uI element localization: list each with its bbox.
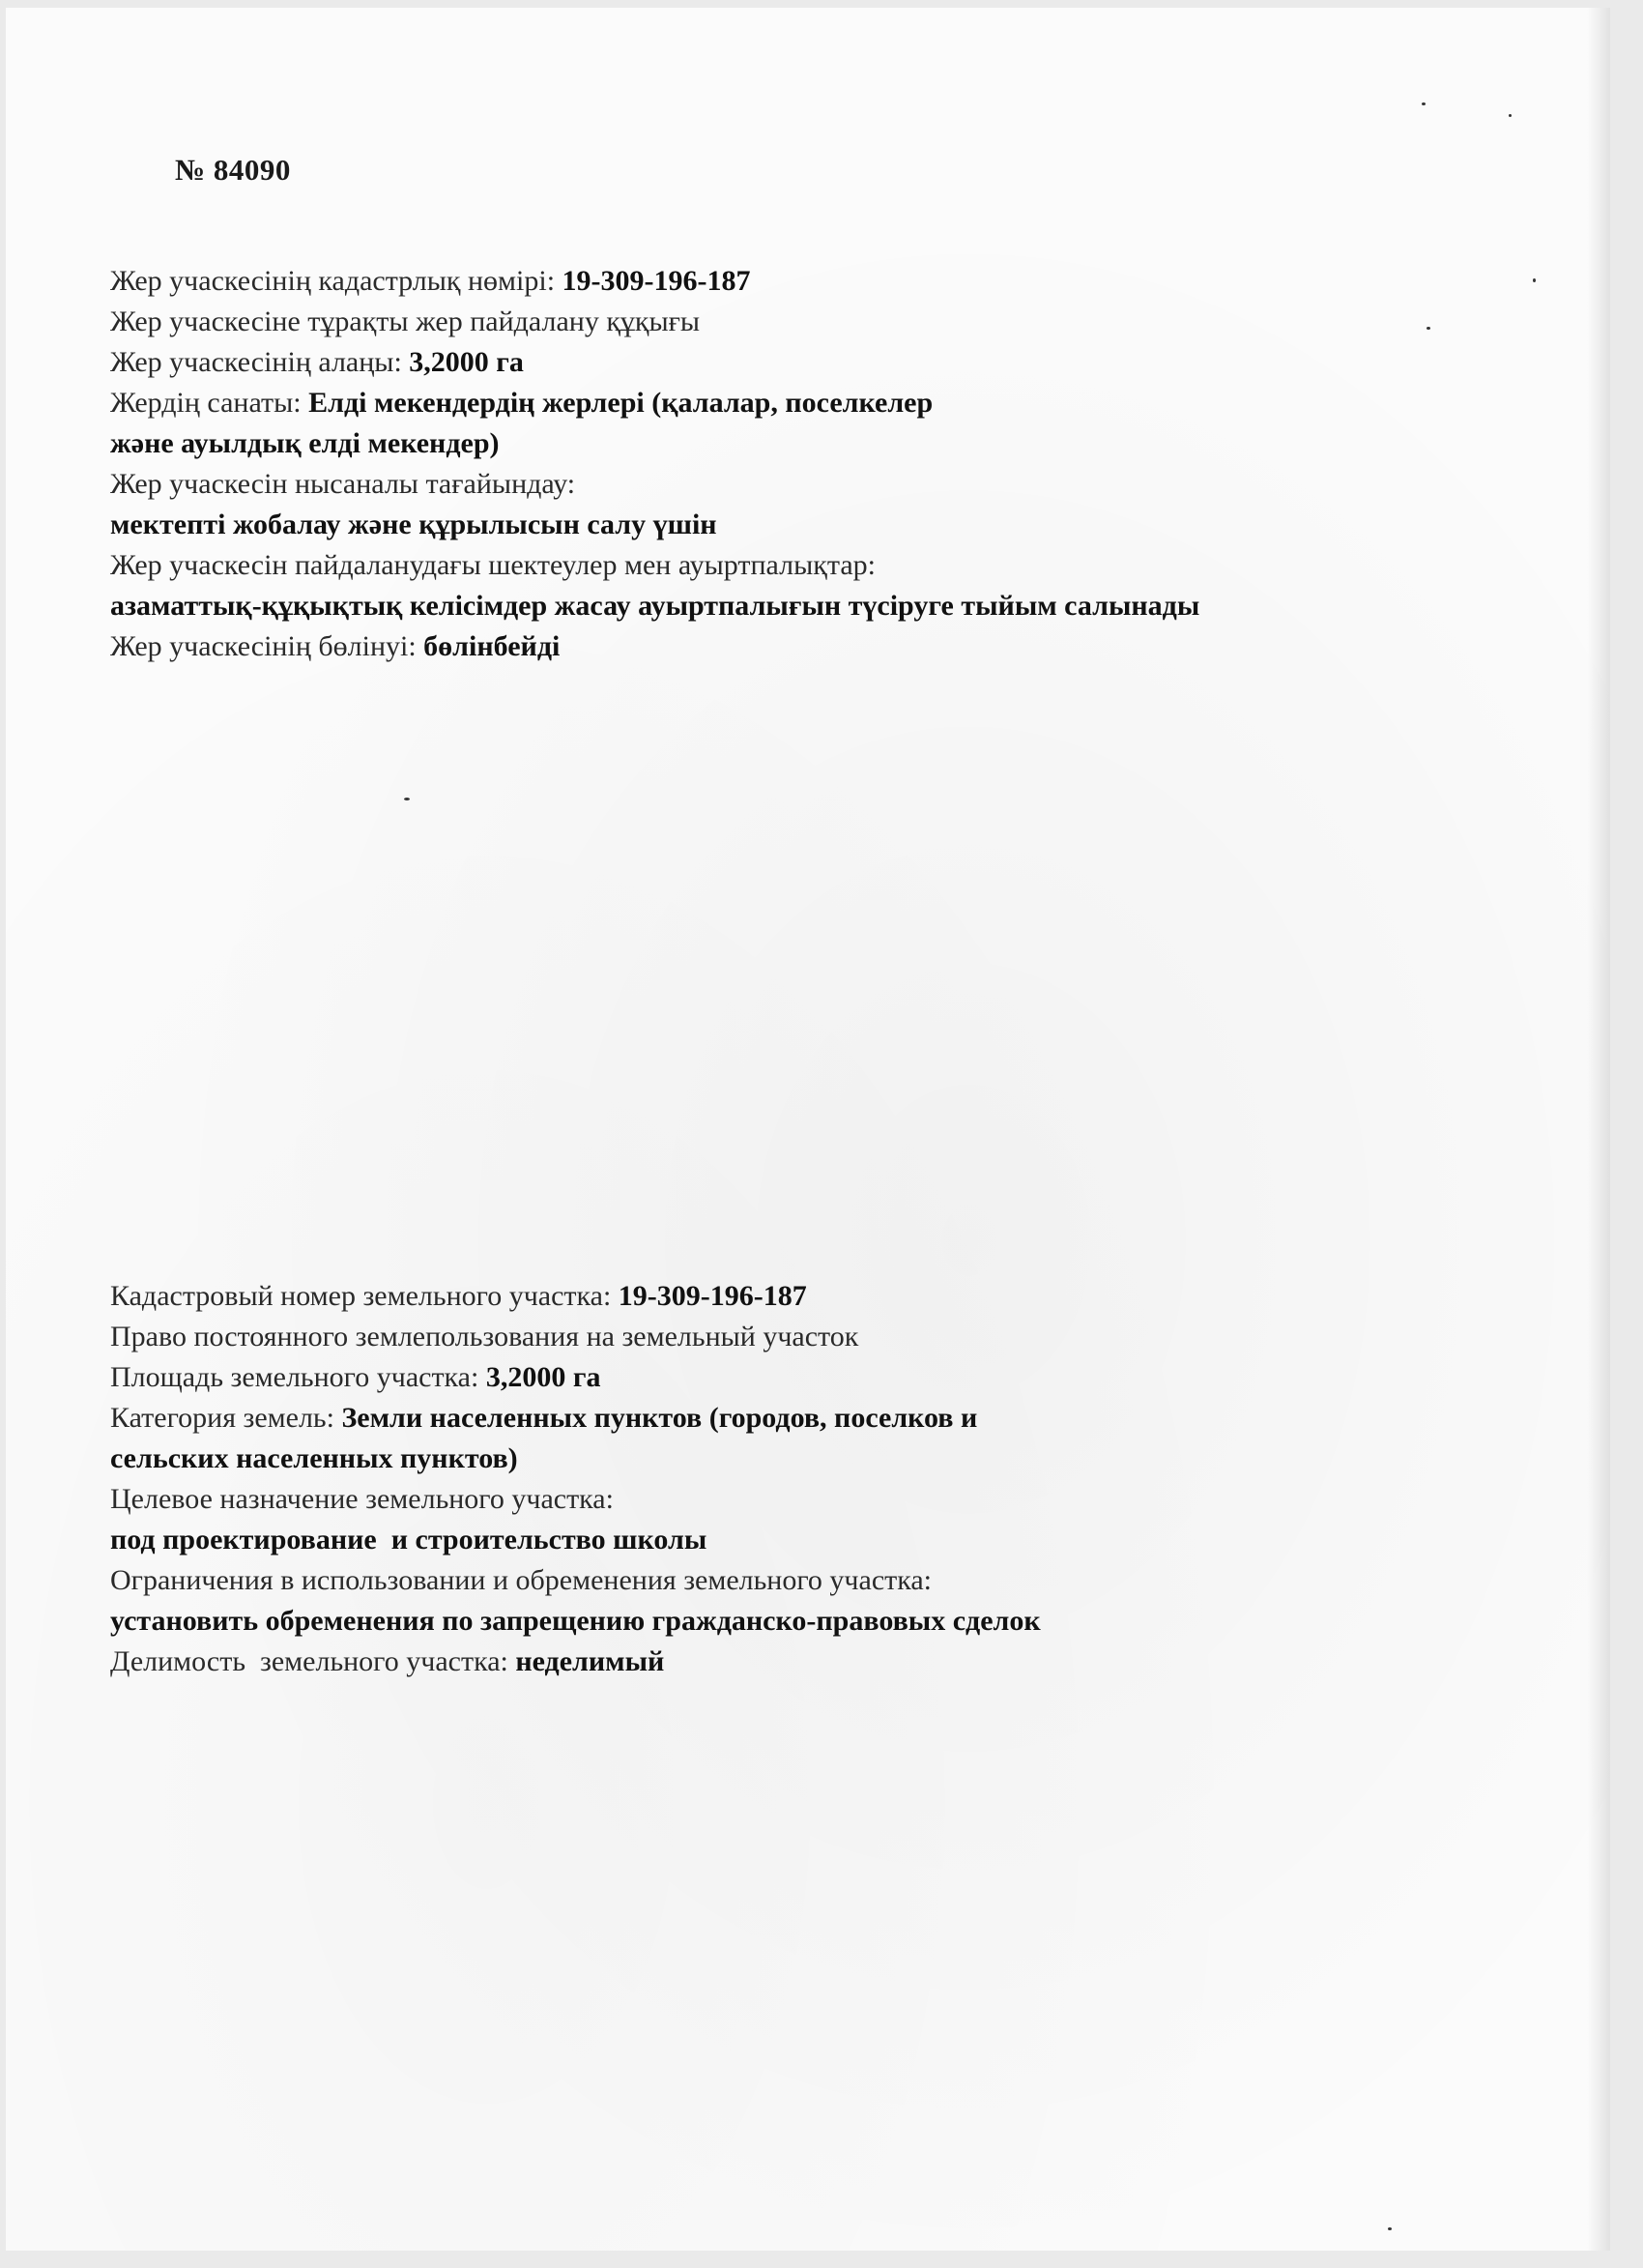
ru-category-value-1: Земли населенных пунктов (городов, поселков и xyxy=(341,1402,978,1434)
ru-category-label: Категория земель: xyxy=(110,1402,342,1434)
ru-right-line xyxy=(110,1317,1541,1357)
document-number: № 84090 xyxy=(175,153,291,187)
kz-category-line xyxy=(110,383,1541,423)
ru-purpose-value-line xyxy=(110,1520,1541,1560)
kz-restrictions-value: азаматтық-құқықтық келісімдер жасау ауыртпалығын түсіруге тыйым салынады xyxy=(110,590,1200,622)
kz-right-line xyxy=(110,302,1541,342)
scan-speck xyxy=(1509,114,1512,117)
ru-restrictions-value-line xyxy=(110,1601,1541,1642)
ru-cadastral-label: Кадастровый номер земельного участка: xyxy=(110,1280,619,1312)
kz-purpose-label-line xyxy=(110,464,1541,505)
ru-cadastral-value: 19-309-196-187 xyxy=(618,1280,807,1312)
ru-right-label: Право постоянного землепользования на земельный участок xyxy=(110,1321,859,1352)
kz-area-value: 3,2000 га xyxy=(409,346,524,378)
kz-cadastral-value: 19-309-196-187 xyxy=(562,265,751,297)
kz-divisibility-label: Жер учаскесінің бөлінуі: xyxy=(110,630,424,662)
ru-area-value: 3,2000 га xyxy=(485,1361,601,1393)
ru-category-line-2 xyxy=(110,1439,1541,1479)
document-page xyxy=(6,8,1610,2251)
kz-purpose-value: мектепті жобалау және құрылысын салу үшін xyxy=(110,509,717,540)
ru-purpose-label-line xyxy=(110,1479,1541,1520)
ru-area-line xyxy=(110,1357,1541,1398)
page-edge-shadow xyxy=(1587,8,1610,2251)
kz-restrictions-label-line xyxy=(110,545,1541,586)
kz-divisibility-line xyxy=(110,626,1541,667)
ru-restrictions-value: установить обременения по запрещению гражданско-правовых сделок xyxy=(110,1605,1041,1637)
kz-purpose-value-line xyxy=(110,505,1541,545)
kz-category-label: Жердің санаты: xyxy=(110,387,309,419)
ru-category-value-2: сельских населенных пунктов) xyxy=(110,1442,518,1474)
ru-cadastral-line xyxy=(110,1276,1541,1317)
ru-purpose-value: под проектирование и строительство школы xyxy=(110,1524,707,1556)
ru-divisibility-value: неделимый xyxy=(515,1645,665,1677)
ru-area-label: Площадь земельного участка: xyxy=(110,1361,486,1393)
kz-right-label: Жер учаскесіне тұрақты жер пайдалану құқығы xyxy=(110,305,701,337)
ru-purpose-label: Целевое назначение земельного участка: xyxy=(110,1483,614,1515)
kz-area-line xyxy=(110,342,1541,383)
scan-speck xyxy=(1388,2227,1392,2230)
kz-restrictions-value-line xyxy=(110,586,1541,626)
russian-section xyxy=(110,1276,1541,1682)
kz-area-label: Жер учаскесінің алаңы: xyxy=(110,346,410,378)
scan-speck xyxy=(404,798,410,800)
ru-restrictions-label: Ограничения в использовании и обременения земельного участка: xyxy=(110,1564,933,1596)
kz-category-value-2: және ауылдық елді мекендер) xyxy=(110,427,500,459)
kz-category-line-2 xyxy=(110,423,1541,464)
kz-divisibility-value: бөлінбейді xyxy=(423,630,561,662)
ru-divisibility-line xyxy=(110,1642,1541,1682)
kz-restrictions-label: Жер учаскесін пайдаланудағы шектеулер мен ауыртпалықтар: xyxy=(110,549,876,581)
kz-cadastral-label: Жер учаскесінің кадастрлық нөмірі: xyxy=(110,265,562,297)
scan-speck xyxy=(1422,102,1426,105)
ru-divisibility-label: Делимость земельного участка: xyxy=(110,1645,516,1677)
ru-restrictions-label-line xyxy=(110,1560,1541,1601)
kz-category-value-1: Елді мекендердің жерлері (қалалар, поселкелер xyxy=(308,387,934,419)
ru-category-line xyxy=(110,1398,1541,1439)
kz-cadastral-line xyxy=(110,261,1541,302)
kz-purpose-label: Жер учаскесін нысаналы тағайындау: xyxy=(110,468,576,500)
kazakh-section xyxy=(110,261,1541,667)
